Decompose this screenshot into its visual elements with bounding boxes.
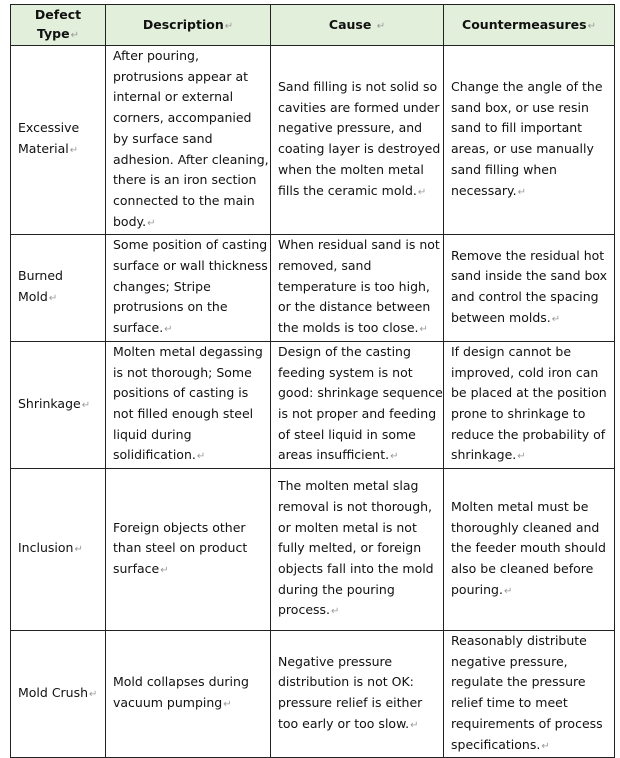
- countermeasures-text: Remove the residual hot sand inside the sand box and control the spacing between molds.: [451, 247, 608, 325]
- defect-type-text: Inclusion: [18, 540, 74, 556]
- countermeasures-text: Reasonably distribute negative pressure, regulate the pressure relief time to meet requirements of process specifications.: [451, 633, 603, 752]
- paragraph-mark: ↵: [69, 145, 79, 157]
- paragraph-mark: ↵: [376, 20, 386, 32]
- table-body: [11, 46, 615, 758]
- paragraph-mark: ↵: [331, 606, 340, 618]
- defect-type-text: Shrinkage: [18, 395, 81, 411]
- paragraph-mark: ↵: [223, 699, 232, 711]
- countermeasures-cell: [444, 631, 615, 758]
- header-cause: [271, 5, 444, 46]
- cause-text: Design of the casting feeding system is not good: shrinkage sequence is not proper and feeding of steel liquid in some areas insufficient.: [278, 343, 443, 463]
- header-defect-type-label: Defect Type: [34, 7, 82, 41]
- defect-type-cell: [11, 46, 106, 235]
- cause-cell: [271, 235, 444, 342]
- paragraph-mark: ↵: [541, 740, 550, 752]
- paragraph-mark: ↵: [390, 451, 399, 463]
- paragraph-mark: ↵: [517, 186, 526, 198]
- cause-cell: [271, 631, 444, 758]
- header-row: [11, 5, 615, 46]
- description-text: After pouring, protrusions appear at internal or external corners, accompanied by surface sand adhesion. After cleaning, there is an iron section connected to the main body.: [113, 48, 269, 229]
- paragraph-mark: ↵: [517, 451, 526, 463]
- table-row: [11, 235, 615, 342]
- description-cell: [106, 235, 271, 342]
- paragraph-mark: ↵: [74, 544, 83, 556]
- cause-text: When residual sand is not removed, sand temperature is too high, or the distance between the molds is too close.: [278, 237, 440, 336]
- defect-type-cell: [11, 235, 106, 342]
- description-cell: [106, 46, 271, 235]
- header-cause-label: Cause: [328, 16, 372, 32]
- description-text: Molten metal degassing is not thorough; Some positions of casting is not filled enough steel liquid during solidification.: [113, 343, 263, 463]
- defect-type-cell: [11, 631, 106, 758]
- cause-cell: [271, 341, 444, 468]
- cause-cell: [271, 469, 444, 631]
- countermeasures-text: Molten metal must be thoroughly cleaned and the feeder mouth should also be cleaned before pouring.: [451, 498, 606, 597]
- description-cell: [106, 341, 271, 468]
- header-description: [106, 5, 271, 46]
- cause-cell: [271, 46, 444, 235]
- paragraph-mark: ↵: [147, 217, 156, 229]
- description-text: Mold collapses during vacuum pumping: [113, 674, 249, 711]
- paragraph-mark: ↵: [48, 293, 58, 305]
- countermeasures-cell: [444, 235, 615, 342]
- paragraph-mark: ↵: [164, 324, 173, 336]
- paragraph-mark: ↵: [410, 719, 419, 731]
- description-cell: [106, 631, 271, 758]
- header-description-label: Description: [142, 16, 224, 32]
- cause-text: The molten metal slag removal is not thorough, or molten metal is not fully melted, or foreign objects fall into the mold during the pouring process.: [278, 478, 434, 618]
- defect-type-text: Excessive Material: [18, 120, 80, 157]
- defect-type-text: Burned Mold: [18, 268, 63, 305]
- defect-type-text: Mold Crush: [18, 684, 89, 700]
- header-defect-type: [11, 5, 106, 46]
- paragraph-mark: ↵: [503, 585, 513, 597]
- table-row: [11, 341, 615, 468]
- table-row: [11, 631, 615, 758]
- countermeasures-text: Change the angle of the sand box, or use resin sand to fill important areas, or use manually sand filling when necessary.: [451, 79, 603, 198]
- description-cell: [106, 469, 271, 631]
- cause-text: Negative pressure distribution is not OK: pressure relief is either too early or too slow.: [278, 653, 423, 731]
- defect-type-cell: [11, 341, 106, 468]
- countermeasures-cell: [444, 341, 615, 468]
- table-row: [11, 469, 615, 631]
- description-text: Foreign objects other than steel on product surface: [113, 519, 248, 576]
- countermeasures-cell: [444, 469, 615, 631]
- paragraph-mark: ↵: [419, 324, 428, 336]
- paragraph-mark: ↵: [70, 30, 79, 41]
- header-countermeasures-label: Countermeasures: [462, 16, 587, 32]
- paragraph-mark: ↵: [551, 313, 561, 325]
- paragraph-mark: ↵: [160, 564, 169, 576]
- cause-text: Sand filling is not solid so cavities are formed under negative pressure, and coating layer is destroyed when the molten metal fills the ceramic mold.: [278, 79, 441, 198]
- paragraph-mark: ↵: [89, 688, 98, 700]
- table-header: [11, 5, 615, 46]
- paragraph-mark: ↵: [81, 399, 91, 411]
- defect-type-cell: [11, 469, 106, 631]
- defect-table: [10, 4, 615, 758]
- table-row: [11, 46, 615, 235]
- description-text: Some position of casting surface or wall thickness changes; Stripe protrusions on the surface.: [113, 237, 268, 336]
- paragraph-mark: ↵: [587, 20, 596, 32]
- countermeasures-text: If design cannot be improved, cold iron can be placed at the position prone to shrinkage to reduce the probability of shrinkage.: [451, 343, 607, 463]
- paragraph-mark: ↵: [196, 451, 206, 463]
- header-countermeasures: [444, 5, 615, 46]
- countermeasures-cell: [444, 46, 615, 235]
- paragraph-mark: ↵: [224, 20, 234, 32]
- paragraph-mark: ↵: [417, 186, 427, 198]
